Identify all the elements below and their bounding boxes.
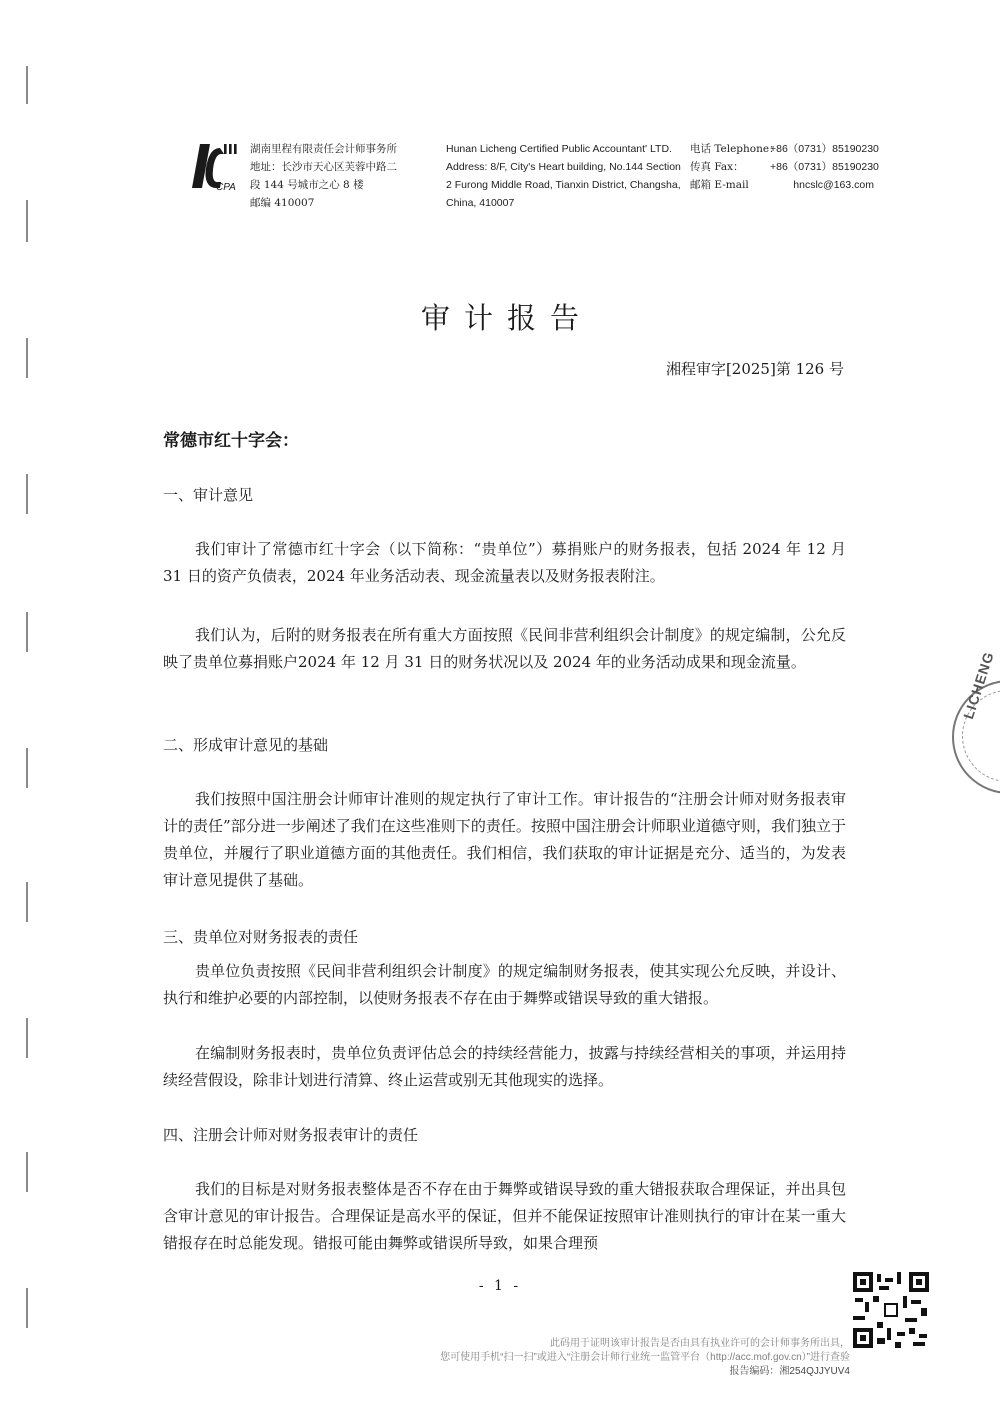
document-number: 湘程审字[2025]第 126 号 bbox=[665, 360, 844, 378]
section-heading: 一、审计意见 bbox=[163, 486, 254, 504]
contact-values bbox=[770, 140, 879, 194]
postcode-cn: 邮编 410007 bbox=[250, 197, 315, 209]
email-value: hncslc@163.com bbox=[793, 179, 874, 191]
firm-name-en: Hunan Licheng Certified Public Accountant' LTD. bbox=[446, 143, 672, 155]
firm-logo bbox=[190, 138, 246, 198]
section-heading: 三、贵单位对财务报表的责任 bbox=[163, 928, 359, 946]
paragraph: 贵单位负责按照《民间非营利组织会计制度》的规定编制财务报表，使其实现公允反映，并设计、执行和维护必要的内部控制，以使财务报表不存在由于舞弊或错误导致的重大错报。 bbox=[163, 962, 846, 1007]
paragraph: 我们的目标是对财务报表整体是否不存在由于舞弊或错误导致的重大错报获取合理保证，并出具包含审计意见的审计报告。合理保证是高水平的保证，但并不能保证按照审计准则执行的审计在某一重大错报存在时总能发现。错报可能由舞弊或错误所导致，如果合理预 bbox=[163, 1180, 846, 1252]
address-cn-line: 段 144 号城市之心 8 楼 bbox=[250, 179, 364, 191]
scan-edge-mark bbox=[26, 338, 28, 378]
firm-address-cn bbox=[250, 140, 442, 212]
address-cn-line: 地址：长沙市天心区芙蓉中路二 bbox=[250, 161, 397, 173]
scan-edge-mark bbox=[26, 748, 28, 788]
firm-seal bbox=[952, 649, 1000, 794]
report-code: 报告编码：湘254QJJYUV4 bbox=[729, 1366, 850, 1377]
report-title: 审计报告 bbox=[420, 301, 593, 335]
scan-edge-mark bbox=[26, 200, 28, 242]
address-en-line: Address: 8/F, City's Heart building, No.144 Section bbox=[446, 161, 681, 173]
paragraph: 在编制财务报表时，贵单位负责评估总会的持续经营能力，披露与持续经营相关的事项，并运用持续经营假设，除非计划进行清算、终止运营或别无其他现实的选择。 bbox=[163, 1044, 846, 1089]
email-label: 邮箱 E-mail bbox=[690, 179, 749, 191]
scan-edge-mark bbox=[26, 1288, 28, 1328]
section-heading: 四、注册会计师对财务报表审计的责任 bbox=[163, 1126, 419, 1144]
qr-center-mark bbox=[884, 1303, 898, 1317]
paragraph: 我们审计了常德市红十字会（以下简称：“贵单位”）募捐账户的财务报表，包括 2024 年 12 月 31 日的资产负债表，2024 年业务活动表、现金流量表以及财务报表附注。 bbox=[163, 540, 846, 585]
scan-edge-mark bbox=[26, 66, 28, 104]
fax-label: 传真 Fax： bbox=[690, 161, 744, 173]
fax-value: +86（0731）85190230 bbox=[770, 161, 879, 173]
paragraph: 我们按照中国注册会计师审计准则的规定执行了审计工作。审计报告的“注册会计师对财务报表审计的责任”部分进一步阐述了我们在这些准则下的责任。按照中国注册会计师职业道德守则，我们独立于贵单位，并履行了职业道德方面的其他责任。我们相信，我们获取的审计证据是充分、适当的，为发表审计意见提供了基础。 bbox=[163, 790, 846, 889]
seal-text: LICHENG bbox=[960, 649, 997, 721]
logo-text: CPA bbox=[216, 182, 236, 193]
telephone-label: 电话 Telephone： bbox=[690, 143, 780, 155]
firm-address-en bbox=[446, 140, 691, 212]
addressee: 常德市红十字会： bbox=[163, 431, 299, 451]
scan-edge-mark bbox=[26, 1152, 28, 1192]
telephone-value: +86（0731）85190230 bbox=[770, 143, 879, 155]
scan-edge-mark bbox=[26, 474, 28, 514]
scan-edge-mark bbox=[26, 1018, 28, 1058]
verification-qr-code[interactable] bbox=[853, 1272, 929, 1348]
section-heading: 二、形成审计意见的基础 bbox=[163, 736, 329, 754]
verification-note: 您可使用手机“扫一扫”或进入“注册会计师行业统一监管平台（http://acc.mof.gov.cn）”进行查验 bbox=[440, 1352, 850, 1363]
contact-labels bbox=[690, 140, 780, 194]
verification-note: 此码用于证明该审计报告是否由具有执业许可的会计师事务所出具， bbox=[550, 1338, 850, 1349]
page-number: - 1 - bbox=[478, 1278, 522, 1294]
address-en-line: China, 410007 bbox=[446, 197, 515, 209]
scan-edge-mark bbox=[26, 882, 28, 922]
address-en-line: 2 Furong Middle Road, Tianxin District, Changsha, bbox=[446, 179, 681, 191]
firm-name-cn: 湖南里程有限责任会计师事务所 bbox=[250, 143, 397, 155]
scan-edge-mark bbox=[26, 612, 28, 652]
paragraph: 我们认为，后附的财务报表在所有重大方面按照《民间非营利组织会计制度》的规定编制，公允反映了贵单位募捐账户2024 年 12 月 31 日的财务状况以及 2024 年的业务活动成果和现金流量。 bbox=[163, 626, 846, 671]
